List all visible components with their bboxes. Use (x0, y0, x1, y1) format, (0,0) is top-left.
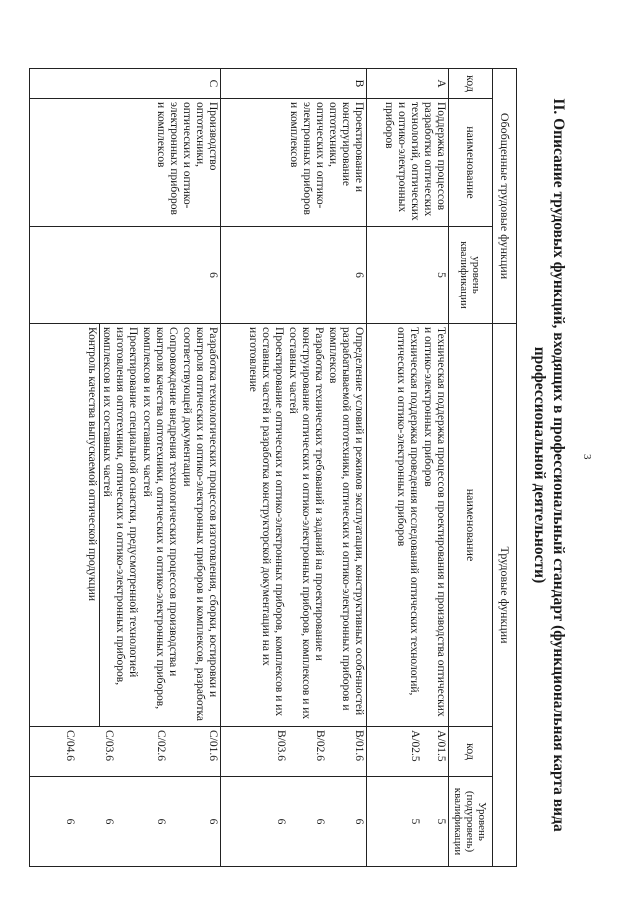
function-code: C/02.6 (154, 730, 167, 762)
title-line-2: профессиональной деятельности) (531, 346, 548, 584)
function-level: 6 (313, 818, 326, 825)
function-level: 6 (274, 818, 287, 825)
table-row-a (366, 69, 448, 867)
function-name: Контроль качества выпускаемой оптической продукции (85, 324, 100, 726)
function-level: 6 (102, 818, 115, 825)
function-code: A/01.5 (435, 730, 447, 762)
row-a-code: A (366, 69, 448, 99)
function-code: A/02.5 (409, 730, 421, 762)
header-function-name: наименование (449, 324, 493, 727)
table-row-c (30, 69, 221, 867)
row-b-name: Проектирование и конструирование оптотехники, оптических и оптико-электронных приборов и комплексов (220, 99, 366, 227)
row-c-code: C (30, 69, 221, 99)
function-code: B/01.6 (352, 730, 365, 762)
header-name: наименование (449, 99, 493, 227)
row-c-function-codes (30, 727, 221, 777)
row-c-function-levels (30, 777, 221, 867)
header-code: код (449, 69, 493, 99)
function-code: C/03.6 (102, 730, 115, 762)
function-name: Проектирование специальной оснастки, предусмотренной технологией изготовления оптотехники, оптических и оптико-электронных приборов, комплексов и их составных частей (100, 327, 139, 686)
table-row-b (220, 69, 366, 867)
header-level: уровень квалификации (449, 227, 493, 324)
row-a-function-levels (366, 777, 448, 867)
row-b-code: B (220, 69, 366, 99)
title-line-1: II. Описание трудовых функций, входящих в профессиональный стандарт (функциональная карта вида (550, 98, 567, 832)
row-b-function-levels (220, 777, 366, 867)
function-level: 6 (206, 818, 219, 825)
function-code: C/04.6 (63, 730, 76, 762)
function-code: B/03.6 (274, 730, 287, 762)
row-a-function-codes (366, 727, 448, 777)
function-level: 5 (409, 818, 421, 825)
functional-map-table (29, 68, 517, 867)
row-b-level: 6 (220, 227, 366, 324)
function-level: 6 (154, 818, 167, 825)
row-a-name: Поддержка процессов разработки оптических технологий, оптических и оптико-электронных приборов (366, 99, 448, 227)
header-generalized: Обобщенные трудовые функции (493, 69, 517, 324)
header-function-level: Уровень (подуровень) квалификации (449, 777, 493, 867)
function-name: Проектирование оптических и оптико-электронных приборов, комплексов и их составных частей и разработка конструкторской документации на их изготовление (246, 327, 285, 717)
row-a-level: 5 (366, 227, 448, 324)
function-name: Разработка технических требований и заданий на проектирование и конструирование оптических и оптико-электронных приборов, комплексов и их составных частей (286, 327, 325, 720)
function-level: 6 (352, 818, 365, 825)
section-title (530, 95, 568, 835)
function-name: Техническая поддержка процессов проектирования и производства оптических и оптико-электронных приборов (422, 327, 447, 717)
function-name: Сопровождение внедрения технологических процессов производства и контроля качества оптотехники, оптических и оптико-электронных приборов, комплексов и их составных частей (140, 327, 179, 710)
header-function-code: код (449, 727, 493, 777)
function-code: B/02.6 (313, 730, 326, 762)
row-b-function-codes (220, 727, 366, 777)
row-b-function-names (220, 324, 366, 727)
function-name: Определение условий и режимов эксплуатации, конструктивных особенностей разрабатываемой оптотехники, оптических и оптико-электронных приборов и комплексов (326, 327, 365, 716)
function-level: 6 (63, 818, 76, 825)
function-level: 5 (435, 818, 447, 825)
row-a-function-names (366, 324, 448, 727)
function-name: Разработка технологических процессов изготовления, сборки, юстировки и контроля оптических и оптико-электронных приборов и комплексов, разработка соответствующей документации (180, 327, 219, 721)
header-labor-functions: Трудовые функции (493, 324, 517, 867)
page-number: 3 (581, 454, 593, 460)
row-c-function-names (30, 324, 221, 727)
function-code: C/01.6 (206, 730, 219, 762)
row-c-level: 6 (30, 227, 221, 324)
function-name: Техническая поддержка проведения исследований оптических технологий, оптических и оптико-электронных приборов (395, 327, 420, 696)
row-c-name: Производство оптотехники, оптических и оптико-электронных приборов и комплексов (30, 99, 221, 227)
